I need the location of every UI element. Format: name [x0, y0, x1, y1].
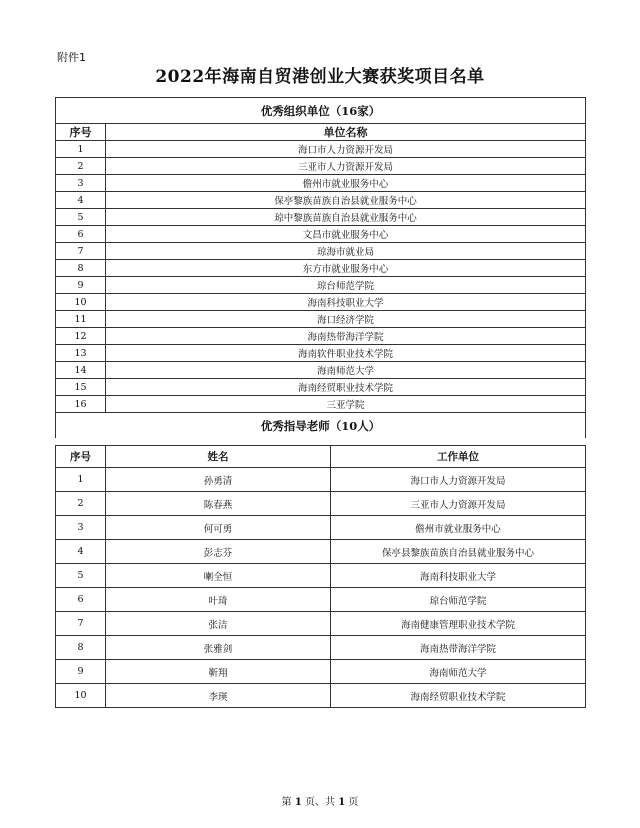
teacher-unit: 海南热带海洋学院	[331, 636, 586, 660]
teacher-row	[56, 540, 586, 564]
unit-row	[56, 362, 586, 379]
unit-index: 2	[56, 158, 106, 175]
teacher-row	[56, 588, 586, 612]
units-col-index-header: 序号	[56, 124, 106, 141]
unit-row	[56, 396, 586, 413]
teacher-row	[56, 492, 586, 516]
units-table	[55, 97, 586, 438]
teacher-unit: 海口市人力资源开发局	[331, 468, 586, 492]
teacher-index: 1	[56, 468, 106, 492]
teacher-row	[56, 468, 586, 492]
unit-row	[56, 209, 586, 226]
unit-index: 16	[56, 396, 106, 413]
unit-index: 7	[56, 243, 106, 260]
teacher-index: 2	[56, 492, 106, 516]
unit-name: 海南科技职业大学	[106, 294, 586, 311]
teacher-unit: 海南健康管理职业技术学院	[331, 612, 586, 636]
teacher-index: 4	[56, 540, 106, 564]
teacher-row	[56, 564, 586, 588]
unit-name: 海南软件职业技术学院	[106, 345, 586, 362]
unit-row	[56, 243, 586, 260]
teacher-unit: 儋州市就业服务中心	[331, 516, 586, 540]
unit-row	[56, 379, 586, 396]
unit-index: 6	[56, 226, 106, 243]
unit-index: 14	[56, 362, 106, 379]
unit-row	[56, 141, 586, 158]
units-section-heading-row	[56, 98, 586, 124]
unit-index: 4	[56, 192, 106, 209]
unit-row	[56, 328, 586, 345]
teachers-table	[55, 445, 586, 708]
unit-row	[56, 158, 586, 175]
teachers-col-unit-header: 工作单位	[331, 446, 586, 468]
unit-name: 东方市就业服务中心	[106, 260, 586, 277]
teacher-unit: 海南经贸职业技术学院	[331, 684, 586, 708]
teacher-unit: 海南师范大学	[331, 660, 586, 684]
teacher-index: 7	[56, 612, 106, 636]
teacher-name: 叶琦	[106, 588, 331, 612]
teacher-name: 喇全恒	[106, 564, 331, 588]
teacher-unit: 海南科技职业大学	[331, 564, 586, 588]
footer-page-number: 1	[294, 797, 302, 808]
unit-index: 3	[56, 175, 106, 192]
unit-name: 儋州市就业服务中心	[106, 175, 586, 192]
teacher-name: 靳翔	[106, 660, 331, 684]
unit-index: 11	[56, 311, 106, 328]
unit-name: 海口市人力资源开发局	[106, 141, 586, 158]
teacher-index: 9	[56, 660, 106, 684]
attachment-label: 附件1	[57, 51, 86, 64]
teacher-row	[56, 636, 586, 660]
teacher-name: 何可勇	[106, 516, 331, 540]
teacher-name: 张雅剑	[106, 636, 331, 660]
teacher-unit: 三亚市人力资源开发局	[331, 492, 586, 516]
teachers-col-name-header: 姓名	[106, 446, 331, 468]
unit-name: 海口经济学院	[106, 311, 586, 328]
unit-name: 文昌市就业服务中心	[106, 226, 586, 243]
page-footer	[0, 793, 640, 808]
teacher-index: 3	[56, 516, 106, 540]
unit-row	[56, 277, 586, 294]
units-col-name-header: 单位名称	[106, 124, 586, 141]
unit-index: 10	[56, 294, 106, 311]
page-title: 2022年海南自贸港创业大赛获奖项目名单	[155, 67, 485, 87]
unit-index: 9	[56, 277, 106, 294]
unit-name: 海南师范大学	[106, 362, 586, 379]
teacher-row	[56, 660, 586, 684]
unit-row	[56, 260, 586, 277]
unit-row	[56, 294, 586, 311]
unit-row	[56, 311, 586, 328]
teacher-name: 彭志芬	[106, 540, 331, 564]
unit-row	[56, 345, 586, 362]
teacher-row	[56, 612, 586, 636]
unit-name: 海南热带海洋学院	[106, 328, 586, 345]
units-section-heading: 优秀组织单位（16家）	[56, 98, 586, 124]
footer-suffix: 页	[348, 797, 359, 808]
unit-name: 琼海市就业局	[106, 243, 586, 260]
teacher-name: 孙勇清	[106, 468, 331, 492]
teacher-row	[56, 684, 586, 708]
unit-index: 13	[56, 345, 106, 362]
teacher-name: 张洁	[106, 612, 331, 636]
teacher-name: 李瑛	[106, 684, 331, 708]
unit-name: 琼中黎族苗族自治县就业服务中心	[106, 209, 586, 226]
teacher-unit: 保亭县黎族苗族自治县就业服务中心	[331, 540, 586, 564]
footer-middle: 页、共	[305, 797, 335, 808]
footer-prefix: 第	[281, 797, 292, 808]
unit-name: 三亚市人力资源开发局	[106, 158, 586, 175]
teacher-index: 10	[56, 684, 106, 708]
unit-index: 5	[56, 209, 106, 226]
unit-name: 三亚学院	[106, 396, 586, 413]
teacher-name: 陈春燕	[106, 492, 331, 516]
teachers-col-index-header: 序号	[56, 446, 106, 468]
teachers-section-heading-row	[56, 413, 586, 439]
unit-index: 1	[56, 141, 106, 158]
teachers-header-row	[56, 446, 586, 468]
unit-name: 海南经贸职业技术学院	[106, 379, 586, 396]
teacher-index: 6	[56, 588, 106, 612]
teachers-section-heading: 优秀指导老师（10人）	[56, 413, 586, 439]
teacher-unit: 琼台师范学院	[331, 588, 586, 612]
unit-index: 15	[56, 379, 106, 396]
units-header-row	[56, 124, 586, 141]
unit-name: 琼台师范学院	[106, 277, 586, 294]
teacher-index: 8	[56, 636, 106, 660]
teacher-row	[56, 516, 586, 540]
unit-name: 保亭黎族苗族自治县就业服务中心	[106, 192, 586, 209]
footer-total-pages: 1	[338, 797, 346, 808]
unit-row	[56, 192, 586, 209]
teacher-index: 5	[56, 564, 106, 588]
unit-index: 12	[56, 328, 106, 345]
unit-row	[56, 175, 586, 192]
unit-index: 8	[56, 260, 106, 277]
unit-row	[56, 226, 586, 243]
